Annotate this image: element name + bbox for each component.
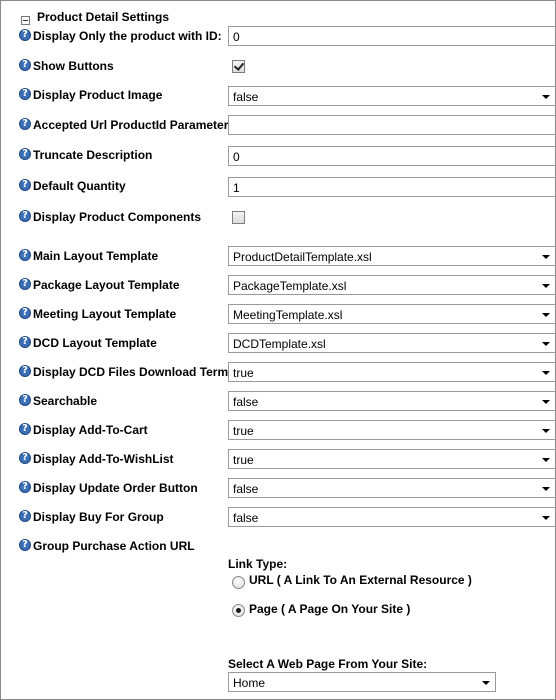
searchable-select[interactable] [228,391,556,411]
select-value: ProductDetailTemplate.xsl [233,250,372,264]
label-url-param: Accepted Url ProductId Parameter [33,118,229,132]
label-searchable: Searchable [33,394,98,408]
label-package-layout: Package Layout Template [33,278,180,292]
add-to-cart-select[interactable] [228,420,556,440]
add-to-wishlist-select[interactable] [228,449,556,469]
label-add-to-cart: Display Add-To-Cart [33,423,148,437]
label-update-order: Display Update Order Button [33,481,198,495]
label-truncate: Truncate Description [33,148,153,162]
select-value: true [233,453,254,467]
select-value: true [233,366,254,380]
select-value: PackageTemplate.xsl [233,279,347,293]
web-page-select[interactable] [228,672,496,692]
truncate-input[interactable]: 0 [228,146,556,166]
help-question-icon[interactable] [19,510,31,522]
dropdown-arrow-icon [542,95,550,99]
display-image-select[interactable] [228,86,556,106]
select-value: MeetingTemplate.xsl [233,308,343,322]
dropdown-arrow-icon [542,313,550,317]
link-type-label: Link Type: [228,557,288,571]
collapse-minus-icon[interactable] [21,16,30,25]
product-id-input[interactable]: 0 [228,26,556,46]
dcd-layout-select[interactable] [228,333,556,353]
radio-page-label[interactable]: Page ( A Page On Your Site ) [249,602,411,616]
dropdown-arrow-icon [542,255,550,259]
dropdown-arrow-icon [542,342,550,346]
dropdown-arrow-icon [542,371,550,375]
help-question-icon[interactable] [19,88,31,100]
help-question-icon[interactable] [19,179,31,191]
label-display-image: Display Product Image [33,88,163,102]
show-buttons-checkbox[interactable] [232,60,245,73]
help-question-icon[interactable] [19,210,31,222]
label-quantity: Default Quantity [33,179,126,193]
label-buy-for-group: Display Buy For Group [33,510,164,524]
buy-for-group-select[interactable] [228,507,556,527]
label-group-purchase: Group Purchase Action URL [33,539,195,553]
help-question-icon[interactable] [19,29,31,41]
label-meeting-layout: Meeting Layout Template [33,307,177,321]
radio-url-label[interactable]: URL ( A Link To An External Resource ) [249,573,472,587]
dropdown-arrow-icon [482,681,490,685]
radio-url[interactable] [232,576,245,589]
select-value: false [233,90,259,104]
web-page-label: Select A Web Page From Your Site: [228,657,428,671]
label-product-id: Display Only the product with ID: [33,29,222,43]
label-main-layout: Main Layout Template [33,249,159,263]
label-dcd-layout: DCD Layout Template [33,336,157,350]
quantity-input[interactable]: 1 [228,177,556,197]
label-components: Display Product Components [33,210,202,224]
help-question-icon[interactable] [19,336,31,348]
help-question-icon[interactable] [19,481,31,493]
dropdown-arrow-icon [542,284,550,288]
select-value: false [233,482,259,496]
dropdown-arrow-icon [542,400,550,404]
meeting-layout-select[interactable] [228,304,556,324]
help-question-icon[interactable] [19,278,31,290]
select-value: Home [233,676,266,690]
dcd-download-select[interactable] [228,362,556,382]
help-question-icon[interactable] [19,148,31,160]
dropdown-arrow-icon [542,487,550,491]
help-question-icon[interactable] [19,539,31,551]
update-order-select[interactable] [228,478,556,498]
components-checkbox[interactable] [232,211,245,224]
package-layout-select[interactable] [228,275,556,295]
help-question-icon[interactable] [19,423,31,435]
help-question-icon[interactable] [19,365,31,377]
help-question-icon[interactable] [19,452,31,464]
section-title: Product Detail Settings [37,10,170,24]
select-value: true [233,424,254,438]
help-question-icon[interactable] [19,249,31,261]
dropdown-arrow-icon [542,429,550,433]
label-show-buttons: Show Buttons [33,59,114,73]
help-question-icon[interactable] [19,307,31,319]
help-question-icon[interactable] [19,118,31,130]
main-layout-select[interactable] [228,246,556,266]
dropdown-arrow-icon [542,458,550,462]
help-question-icon[interactable] [19,59,31,71]
select-value: false [233,511,259,525]
help-question-icon[interactable] [19,394,31,406]
url-param-input[interactable] [228,115,556,135]
dropdown-arrow-icon [542,516,550,520]
radio-page[interactable] [232,604,245,617]
label-dcd-download: Display DCD Files Download Term [33,365,229,379]
select-value: DCDTemplate.xsl [233,337,326,351]
label-add-to-wishlist: Display Add-To-WishList [33,452,174,466]
select-value: false [233,395,259,409]
